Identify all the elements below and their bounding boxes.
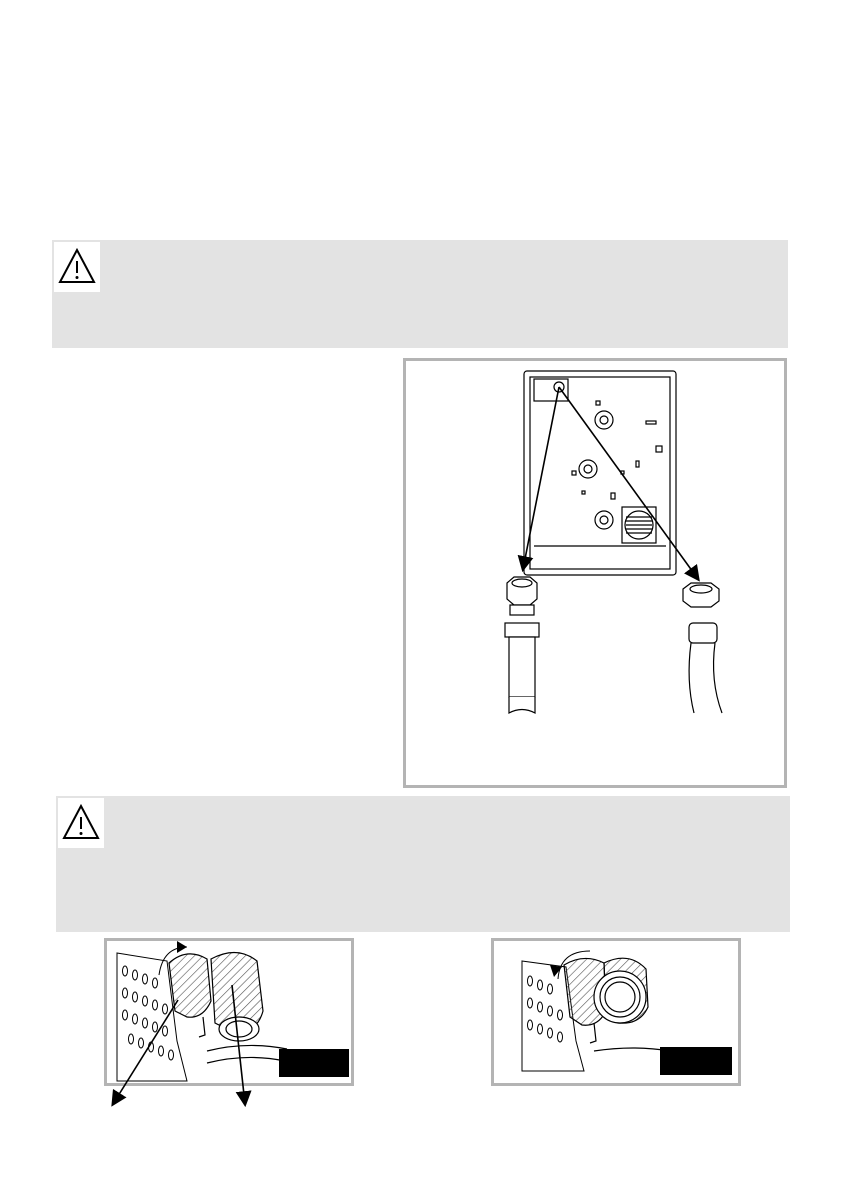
appliance-rear-panel [524, 371, 676, 575]
inlet-hose-left [505, 577, 539, 713]
label-placeholder-b [660, 1047, 732, 1075]
warning-icon-container [58, 798, 104, 848]
rear-panel-drawing [406, 361, 784, 785]
elbow-fitting [169, 952, 287, 1063]
elbow-fitting [564, 958, 670, 1051]
warning-box-1 [52, 240, 788, 348]
warning-triangle-icon [54, 242, 100, 292]
warning-icon-container [54, 242, 100, 292]
warning-triangle-icon [58, 798, 104, 848]
warning-box-2 [56, 796, 790, 932]
figure-elbow-fitting-a [104, 938, 354, 1086]
figure-rear-panel [403, 358, 787, 788]
label-placeholder-a [279, 1049, 349, 1077]
inlet-hose-right [683, 583, 722, 713]
figure-elbow-fitting-b [491, 938, 741, 1086]
